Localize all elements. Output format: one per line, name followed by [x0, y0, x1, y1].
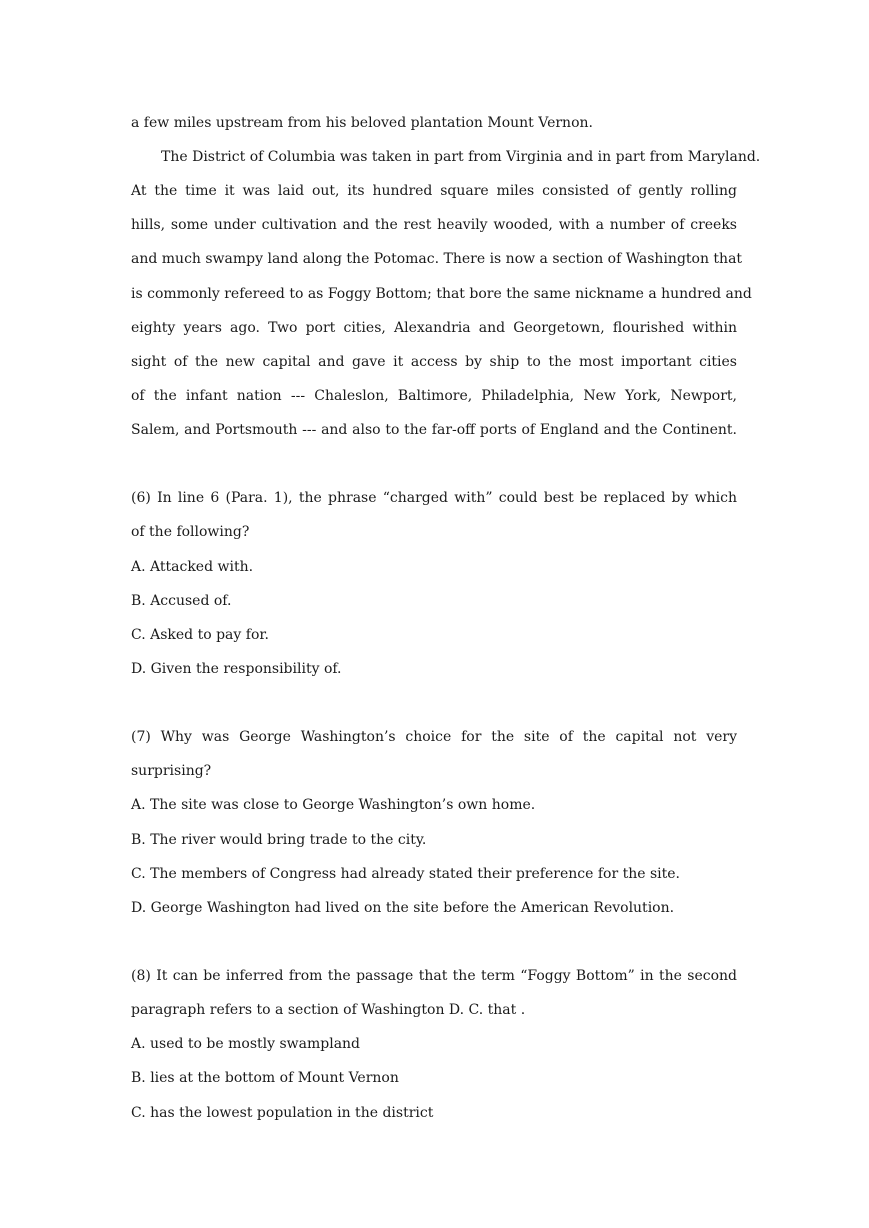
question-7-stem: surprising? — [131, 763, 212, 779]
question-8-option-c: C. has the lowest population in the district — [131, 1105, 434, 1121]
question-7-option-c: C. The members of Congress had already stated their preference for the site. — [131, 866, 680, 882]
passage-line: hills, some under cultivation and the rest heavily wooded, with a number of creeks — [131, 217, 737, 233]
passage-line: The District of Columbia was taken in part from Virginia and in part from Maryland. — [161, 149, 761, 165]
question-7-option-d: D. George Washington had lived on the site before the American Revolution. — [131, 900, 675, 916]
passage-line: At the time it was laid out, its hundred square miles consisted of gently rolling — [131, 183, 737, 199]
question-6-stem: (6) In line 6 (Para. 1), the phrase “charged with” could best be replaced by which — [131, 490, 737, 506]
question-8-option-a: A. used to be mostly swampland — [131, 1036, 361, 1052]
passage-line: Salem, and Portsmouth --- and also to the far-off ports of England and the Continent. — [131, 422, 737, 438]
question-8-option-b: B. lies at the bottom of Mount Vernon — [131, 1070, 399, 1086]
question-8-stem: (8) It can be inferred from the passage that the term “Foggy Bottom” in the second — [131, 968, 737, 984]
passage-line: is commonly refereed to as Foggy Bottom; that bore the same nickname a hundred and — [131, 286, 752, 302]
question-6-option-d: D. Given the responsibility of. — [131, 661, 342, 677]
passage-line: of the infant nation --- Chaleslon, Baltimore, Philadelphia, New York, Newport, — [131, 388, 737, 404]
question-7-stem: (7) Why was George Washington’s choice for the site of the capital not very — [131, 729, 737, 745]
passage-line: and much swampy land along the Potomac. There is now a section of Washington that — [131, 251, 743, 267]
question-6-option-c: C. Asked to pay for. — [131, 627, 269, 643]
passage-line: eighty years ago. Two port cities, Alexandria and Georgetown, flourished within — [131, 320, 737, 336]
question-6-stem: of the following? — [131, 524, 250, 540]
passage-line: sight of the new capital and gave it access by ship to the most important cities — [131, 354, 737, 370]
question-8-stem: paragraph refers to a section of Washington D. C. that . — [131, 1002, 526, 1018]
question-6-option-a: A. Attacked with. — [131, 559, 254, 575]
question-7-option-b: B. The river would bring trade to the city. — [131, 832, 427, 848]
passage-line: a few miles upstream from his beloved plantation Mount Vernon. — [131, 115, 593, 131]
question-6-option-b: B. Accused of. — [131, 593, 232, 609]
question-7-option-a: A. The site was close to George Washington’s own home. — [131, 797, 536, 813]
